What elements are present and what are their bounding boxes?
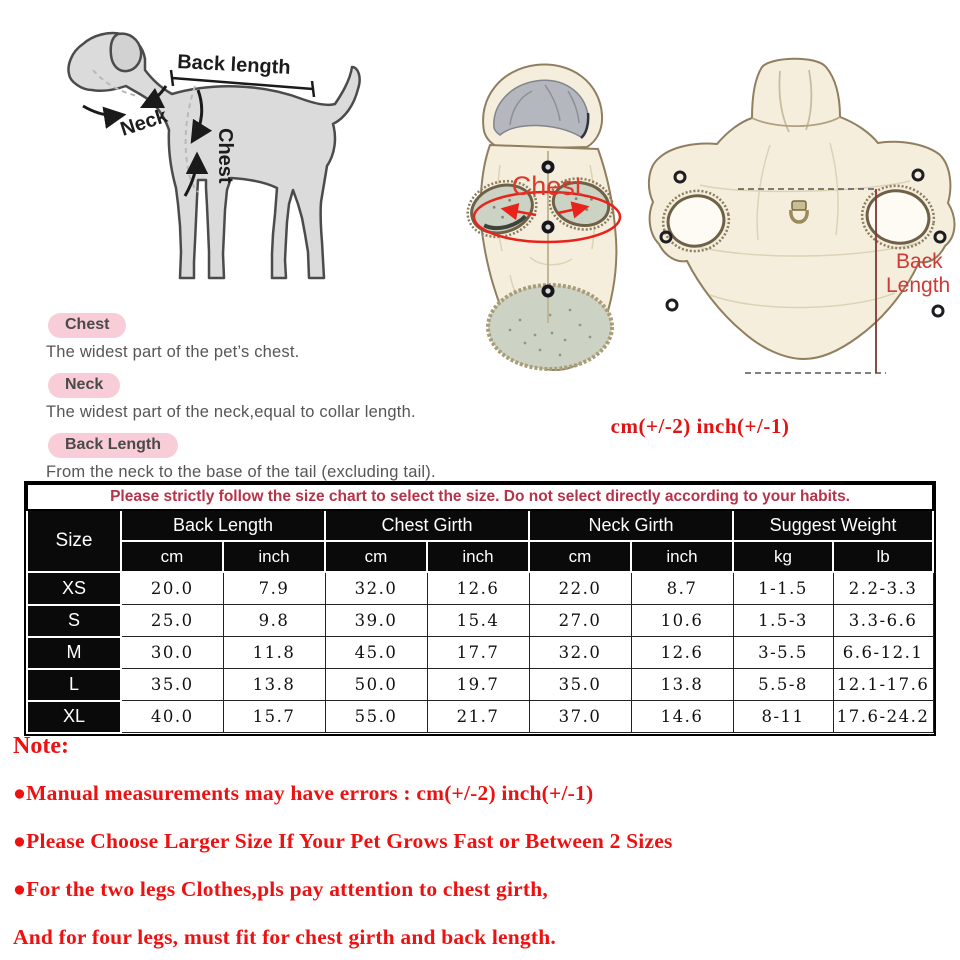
cell: 2.2-3.3 xyxy=(833,572,933,605)
table-row xyxy=(27,637,933,669)
neck-arrow-left xyxy=(83,106,122,116)
cell: 13.8 xyxy=(631,669,733,701)
cell: 8-11 xyxy=(733,701,833,733)
cell: 3-5.5 xyxy=(733,637,833,669)
cell: 37.0 xyxy=(529,701,631,733)
neck-definition-text: The widest part of the neck,equal to collar length. xyxy=(46,403,416,421)
cell: 15.7 xyxy=(223,701,325,733)
cell: 19.7 xyxy=(427,669,529,701)
cell: 32.0 xyxy=(325,572,427,605)
cell: 50.0 xyxy=(325,669,427,701)
unit-header: lb xyxy=(833,541,933,572)
cell: 3.3-6.6 xyxy=(833,605,933,637)
jacket-front-view xyxy=(460,65,620,371)
cell: 30.0 xyxy=(121,637,223,669)
cell: 55.0 xyxy=(325,701,427,733)
note-item: ●Please Choose Larger Size If Your Pet Grows Fast or Between 2 Sizes xyxy=(13,829,673,853)
neck-girth-group-header: Neck Girth xyxy=(529,510,733,541)
size-table xyxy=(26,483,934,734)
cell: 9.8 xyxy=(223,605,325,637)
notes-title: Note: xyxy=(13,733,69,759)
size-label: XS xyxy=(27,572,121,605)
cell: 12.6 xyxy=(631,637,733,669)
notes-section xyxy=(13,733,953,960)
table-row xyxy=(27,669,933,701)
back-length-annotation-line1: Back xyxy=(896,250,943,273)
unit-header: inch xyxy=(223,541,325,572)
table-row xyxy=(27,572,933,605)
size-label: L xyxy=(27,669,121,701)
cell: 1.5-3 xyxy=(733,605,833,637)
note-item: And for four legs, must fit for chest girth and back length. xyxy=(13,925,556,949)
cell: 35.0 xyxy=(121,669,223,701)
cell: 8.7 xyxy=(631,572,733,605)
unit-header: kg xyxy=(733,541,833,572)
table-caption-row xyxy=(27,484,933,510)
cell: 17.7 xyxy=(427,637,529,669)
cell: 10.6 xyxy=(631,605,733,637)
size-label: S xyxy=(27,605,121,637)
bottom-fleece xyxy=(488,285,612,369)
cell: 1-1.5 xyxy=(733,572,833,605)
definition-back-length xyxy=(46,433,536,484)
cell: 12.6 xyxy=(427,572,529,605)
cell: 11.8 xyxy=(223,637,325,669)
table-row xyxy=(27,605,933,637)
unit-header: inch xyxy=(427,541,529,572)
cell: 6.6-12.1 xyxy=(833,637,933,669)
jacket-product-views xyxy=(440,25,960,400)
cell: 7.9 xyxy=(223,572,325,605)
size-label: XL xyxy=(27,701,121,733)
cell: 21.7 xyxy=(427,701,529,733)
table-caption: Please strictly follow the size chart to select the size. Do not select directly according to your habits. xyxy=(27,484,933,510)
cell: 14.6 xyxy=(631,701,733,733)
suggest-weight-group-header: Suggest Weight xyxy=(733,510,933,541)
neck-label: Neck xyxy=(117,105,171,141)
table-group-header-row xyxy=(27,510,933,541)
unit-header: inch xyxy=(631,541,733,572)
dog-measurement-diagram xyxy=(25,12,435,312)
cell: 25.0 xyxy=(121,605,223,637)
size-table-wrapper xyxy=(24,481,936,736)
cell: 15.4 xyxy=(427,605,529,637)
size-column-header: Size xyxy=(27,510,121,572)
cell: 17.6-24.2 xyxy=(833,701,933,733)
chest-annotation-label: Chest xyxy=(511,171,583,201)
chest-girth-group-header: Chest Girth xyxy=(325,510,529,541)
cell: 27.0 xyxy=(529,605,631,637)
chest-definition-text: The widest part of the pet’s chest. xyxy=(46,343,300,361)
back-length-term-badge: Back Length xyxy=(48,433,178,458)
dog-ear xyxy=(111,34,141,71)
cell: 32.0 xyxy=(529,637,631,669)
cell: 45.0 xyxy=(325,637,427,669)
back-length-annotation-line2: Length xyxy=(886,274,951,297)
chest-term-badge: Chest xyxy=(48,313,126,338)
cell: 12.1-17.6 xyxy=(833,669,933,701)
unit-header: cm xyxy=(325,541,427,572)
back-length-group-header: Back Length xyxy=(121,510,325,541)
cell: 5.5-8 xyxy=(733,669,833,701)
unit-header: cm xyxy=(121,541,223,572)
back-length-label: Back length xyxy=(176,51,292,79)
cell: 20.0 xyxy=(121,572,223,605)
cell: 39.0 xyxy=(325,605,427,637)
neck-term-badge: Neck xyxy=(48,373,120,398)
tolerance-note: cm(+/-2) inch(+/-1) xyxy=(610,414,790,438)
cell: 35.0 xyxy=(529,669,631,701)
unit-header: cm xyxy=(529,541,631,572)
jacket-back-view xyxy=(649,59,955,373)
note-item: ●For the two legs Clothes,pls pay attention to chest girth, xyxy=(13,877,548,901)
cell: 40.0 xyxy=(121,701,223,733)
chest-label: Chest xyxy=(214,128,236,184)
table-row xyxy=(27,701,933,733)
cell: 22.0 xyxy=(529,572,631,605)
back-length-definition-text: From the neck to the base of the tail (excluding tail). xyxy=(46,463,436,481)
table-units-row xyxy=(27,541,933,572)
cell: 13.8 xyxy=(223,669,325,701)
size-label: M xyxy=(27,637,121,669)
note-item: ●Manual measurements may have errors : cm(+/-2) inch(+/-1) xyxy=(13,781,594,805)
